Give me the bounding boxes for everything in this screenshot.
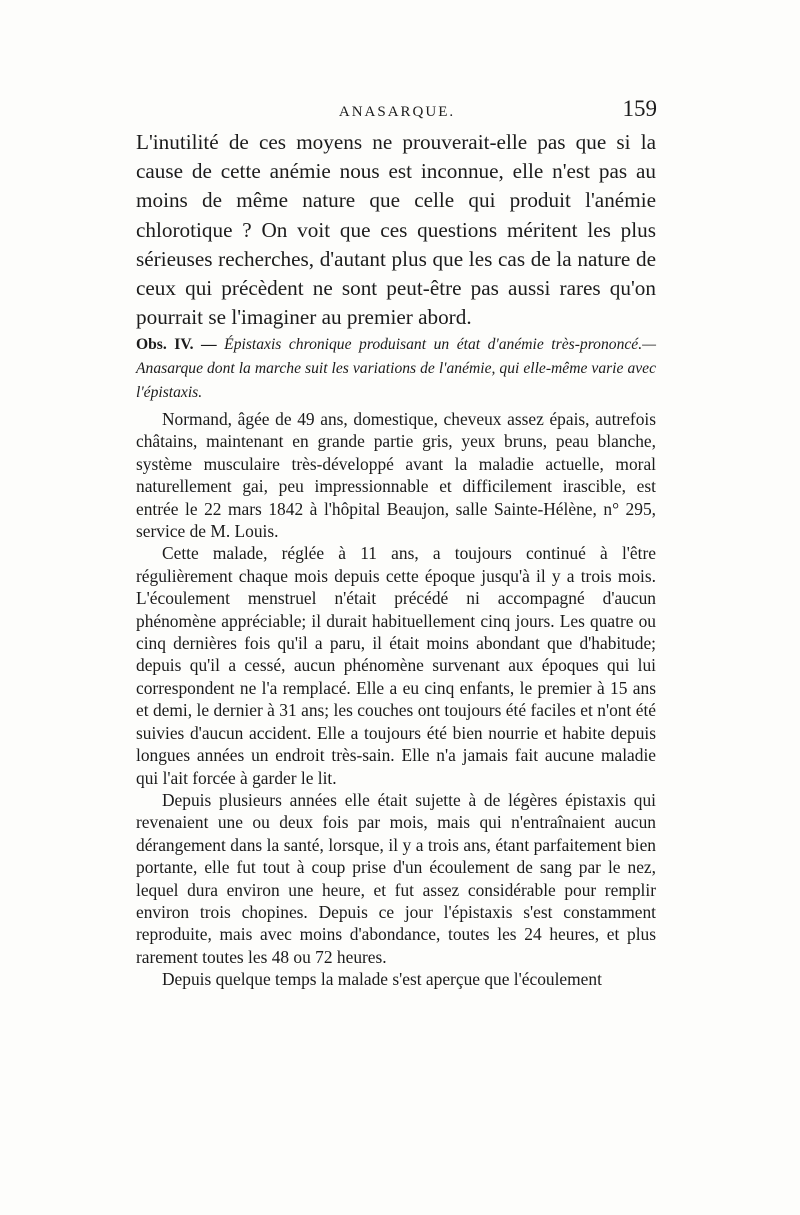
observation-title: Épistaxis chronique produisant un état d'anémie très-prononcé.—Anasarque dont la marche suit les variations de l'anémie, qui elle-même varie avec l'épistaxis. bbox=[136, 336, 656, 401]
case-body bbox=[136, 408, 656, 991]
page-number: 159 bbox=[622, 96, 657, 121]
paragraph-history: Cette malade, réglée à 11 ans, a toujours continué à l'être régulièrement chaque mois depuis cette époque jusqu'à il y a trois mois. L'écoulement menstruel n'était précédé ni accompagné d'aucun phénomène appréciable; il durait habituellement cinq jours. Les quatre ou cinq dernières fois qu'il a paru, il était moins abondant que d'habitude; depuis qu'il a cessé, aucun phénomène survenant aux époques qui lui correspondent ne l'a remplacé. Elle a eu cinq enfants, le premier à 15 ans et demi, le dernier à 31 ans; les couches ont toujours été faciles et n'ont été suivies d'aucun accident. Elle a toujours été bien nourrie et habite depuis longues années un endroit très-sain. Elle n'a jamais fait aucune maladie qui l'ait forcée à garder le lit. bbox=[136, 543, 656, 788]
running-title: ANASARQUE. bbox=[338, 104, 456, 120]
observation-heading bbox=[136, 333, 656, 405]
paragraph-continued: Depuis quelque temps la malade s'est aperçue que l'écoulement bbox=[162, 969, 602, 990]
paragraph-patient: Normand, âgée de 49 ans, domestique, cheveux assez épais, autrefois châtains, maintenant en grande partie gris, yeux bruns, peau blanche, système musculaire très-développé avant la maladie actuelle, moral naturellement gai, peu impressionnable et difficilement irascible, est entrée le 22 mars 1842 à l'hôpital Beaujon, salle Sainte-Hélène, n° 295, service de M. Louis. bbox=[136, 409, 656, 542]
observation-label: Obs. IV. — bbox=[136, 336, 217, 353]
page-header bbox=[137, 96, 657, 126]
intro-paragraph: L'inutilité de ces moyens ne prouverait-elle pas que si la cause de cette anémie nous est inconnue, elle n'est pas au moins de même nature que celle qui produit l'anémie chlorotique ? On voit que ces questions méritent les plus sérieuses recherches, d'autant plus que les cas de la nature de ceux qui précèdent ne sont peut-être pas aussi rares qu'on pourrait se l'imaginer au premier abord. bbox=[136, 130, 656, 330]
paragraph-epistaxis: Depuis plusieurs années elle était sujette à de légères épistaxis qui revenaient une ou deux fois par mois, mais qui n'entraînaient aucun dérangement dans la santé, lorsque, il y a trois ans, étant parfaitement bien portante, elle fut tout à coup prise d'un écoulement de sang par le nez, lequel dura environ une heure, et fut assez considérable pour remplir environ trois chopines. Depuis ce jour l'épistaxis s'est constamment reproduite, mais avec moins d'abondance, toutes les 24 heures, et plus rarement toutes les 48 ou 72 heures. bbox=[136, 789, 656, 967]
